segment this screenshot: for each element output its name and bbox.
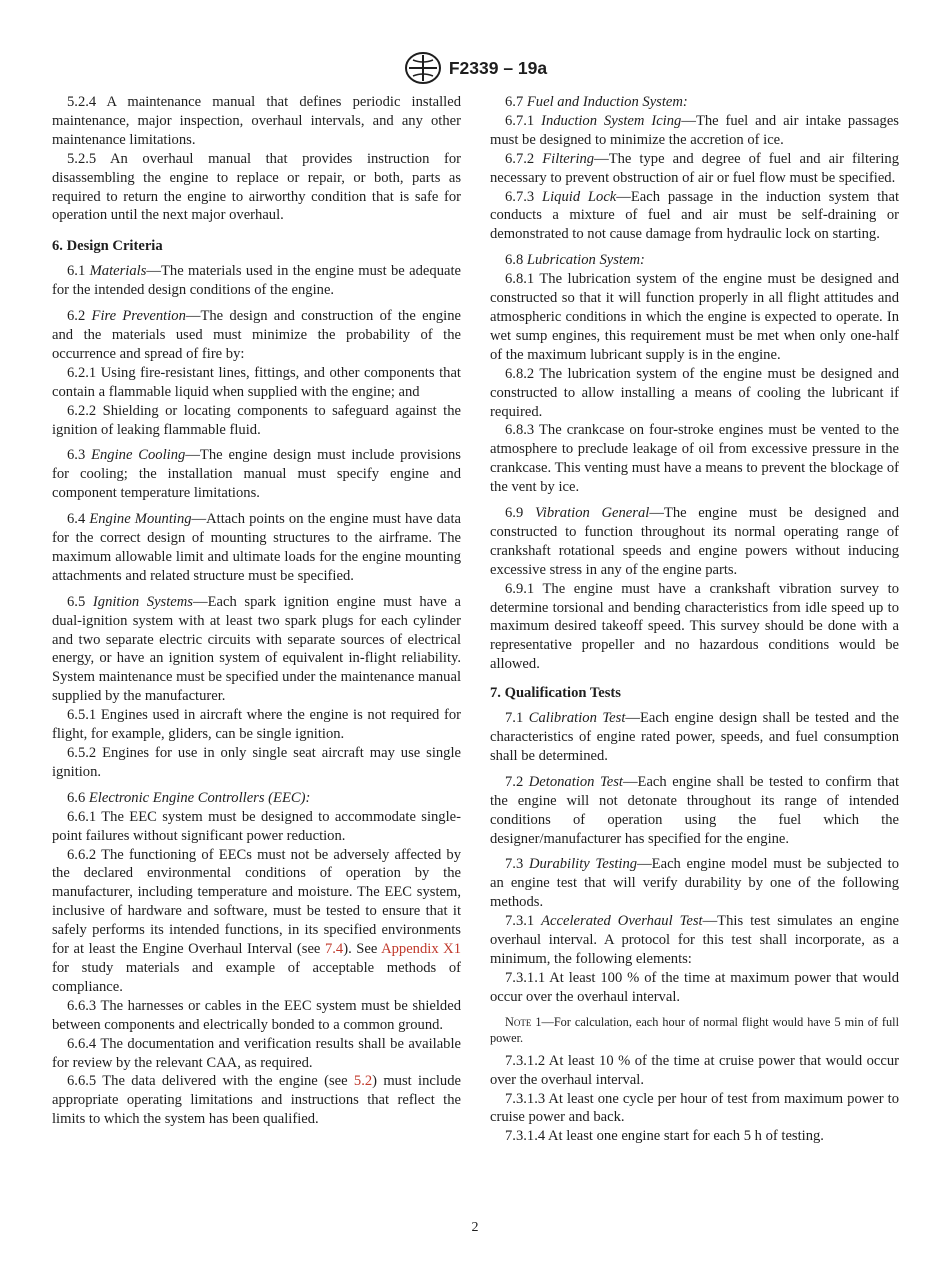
para-6-6-1: 6.6.1 The EEC system must be designed to accommodate single-point failures without significant power reduction.	[52, 808, 461, 844]
para-7-3-1-2: 7.3.1.2 At least 10 % of the time at cruise power that would occur over the overhaul interval.	[490, 1052, 899, 1088]
para-6-7: 6.7 Fuel and Induction System:	[505, 94, 688, 110]
left-column	[52, 93, 461, 1129]
para-6-8-2: 6.8.2 The lubrication system of the engine must be designed and constructed to allow installing a means of cooling the lubricant if required.	[490, 365, 899, 420]
para-6-4: 6.4 Engine Mounting—Attach points on the engine must have data for the correct design of mounting structures to the airframe. The maximum allowable limit and ultimate loads for the engine mounting attachments and related structure must be specified.	[52, 511, 461, 584]
page-number: 2	[471, 1220, 479, 1235]
link-appendix-x1[interactable]: Appendix X1	[381, 941, 461, 958]
para-5-2-5: 5.2.5 An overhaul manual that provides instruction for disassembling the engine to replace or repair, or both, parts as required to return the engine to airworthy condition that is safe for operation until the next major overhaul.	[52, 150, 461, 224]
para-6-7-1: 6.7.1 Induction System Icing—The fuel and air intake passages must be designed to minimize the accretion of ice.	[490, 112, 899, 148]
section-heading-6: 6. Design Criteria	[52, 238, 163, 255]
para-7-3-1: 7.3.1 Accelerated Overhaul Test—This test simulates an engine overhaul interval. A protocol for this test shall incorporate, as a minimum, the following elements:	[490, 913, 899, 967]
section-heading-7: 7. Qualification Tests	[490, 685, 621, 702]
para-6-2-2: 6.2.2 Shielding or locating components to safeguard against the ignition of leaking flammable fluid.	[52, 402, 461, 438]
page-header	[0, 50, 950, 86]
para-7-2: 7.2 Detonation Test—Each engine shall be tested to confirm that the engine will not detonate throughout its range of intended conditions of operation using the fuel which the designer/manufacturer has specified for the engine.	[490, 773, 899, 847]
para-6-1: 6.1 Materials—The materials used in the engine must be adequate for the intended design conditions of the engine.	[52, 263, 461, 299]
para-6-5-1: 6.5.1 Engines used in aircraft where the engine is not required for flight, for example, gliders, can be single ignition.	[52, 707, 461, 743]
para-6-5: 6.5 Ignition Systems—Each spark ignition engine must have a dual-ignition system with at least two spark plugs for each cylinder and two separate electric circuits with separate sources of electrical energy, or have an ignition system of equivalent in-flight reliability. System maintenance must be specified under the maintenance manual supplied by the manufacturer.	[52, 593, 461, 705]
para-5-2-4: 5.2.4 A maintenance manual that defines periodic installed maintenance, major inspection, overhaul intervals, and any other maintenance limitations.	[52, 94, 461, 148]
para-7-1: 7.1 Calibration Test—Each engine design shall be tested and the characteristics of engine rated power, speeds, and fuel consumption shall be determined.	[490, 710, 899, 764]
para-6-6-2: 6.6.2 The functioning of EECs must not be adversely affected by the declared environmental conditions of operation by the manufacturer, including temperature and moisture. The EEC system, inclusive of hardware and software, must be tested to ensure that it safely performs its intended functions, in its specified environments for at least the Engine Overhaul Interval (see 7.4). See Appendix X1 for study materials and example of acceptable methods of compliance.	[52, 846, 461, 995]
para-6-8: 6.8 Lubrication System:	[505, 252, 645, 269]
para-6-3: 6.3 Engine Cooling—The engine design must include provisions for cooling; the installation manual must specify engine and component temperature limitations.	[52, 447, 461, 502]
para-6-7-3: 6.7.3 Liquid Lock—Each passage in the induction system that conducts a mixture of fuel and air must be self-draining or demonstrated to not cause damage from hydraulic lock on starting.	[490, 188, 899, 243]
para-7-3-1-4: 7.3.1.4 At least one engine start for each 5 h of testing.	[505, 1128, 824, 1145]
astm-logo-icon	[403, 51, 443, 85]
link-7-4[interactable]: 7.4	[324, 941, 344, 958]
link-5-2[interactable]: 5.2	[353, 1073, 373, 1090]
para-7-3-1-1: 7.3.1.1 At least 100 % of the time at maximum power that would occur over the overhaul interval.	[490, 969, 899, 1005]
para-6-7-2: 6.7.2 Filtering—The type and degree of fuel and air filtering necessary to prevent obstruction of air or fuel flow must be specified.	[490, 150, 899, 186]
para-6-8-1: 6.8.1 The lubrication system of the engine must be designed and constructed so that it will function properly in all flight attitudes and atmospheric conditions in which the engine is expected to operate. In wet sump engines, this requirement must be met when only one-half of the maximum lubricant supply is in the engine.	[490, 271, 899, 363]
para-6-9: 6.9 Vibration General—The engine must be designed and constructed to function throughout its normal operating range of crankshaft rotational speeds and engine powers without inducing excessive stress in any of the engine parts.	[490, 505, 900, 578]
para-6-9-1: 6.9.1 The engine must have a crankshaft vibration survey to determine torsional and bending characteristics from idle speed up to maximum desired takeoff speed. This survey should be done with a representative propeller and no hazardous conditions would be allowed.	[490, 580, 899, 673]
para-6-6-5: 6.6.5 The data delivered with the engine (see 5.2) must include appropriate operating limitations and instructions that reflect the limits to which the system has been qualified.	[52, 1073, 461, 1128]
standard-designation: F2339 – 19a	[448, 57, 548, 78]
para-6-6-4: 6.6.4 The documentation and verification results shall be available for review by the relevant CAA, as required.	[52, 1035, 461, 1071]
para-6-6-3: 6.6.3 The harnesses or cables in the EEC system must be shielded between components and electrically bonded to a common ground.	[52, 997, 461, 1033]
para-6-2-1: 6.2.1 Using fire-resistant lines, fittings, and other components that contain a flammable liquid when supplied with the engine; and	[52, 364, 461, 400]
para-7-3-1-3: 7.3.1.3 At least one cycle per hour of test from maximum power to cruise power and back.	[490, 1090, 899, 1126]
para-6-2: 6.2 Fire Prevention—The design and construction of the engine and the materials used must minimize the probability of the occurrence and spread of fire by:	[52, 308, 462, 362]
right-column	[490, 93, 899, 1146]
para-6-5-2: 6.5.2 Engines for use in only single seat aircraft may use single ignition.	[52, 745, 461, 780]
para-7-3: 7.3 Durability Testing—Each engine model must be subjected to an engine test that will verify durability by one of the following methods.	[490, 856, 899, 911]
note-1: Note 1—For calculation, each hour of normal flight would have 5 min of full power.	[490, 1014, 899, 1045]
para-6-8-3: 6.8.3 The crankcase on four-stroke engines must be vented to the atmosphere to preclude leakage of oil from excessive pressure in the crankcase. This venting must have a means to prevent the blockage of the vent by ice.	[490, 422, 899, 496]
para-6-6: 6.6 Electronic Engine Controllers (EEC):	[67, 789, 311, 806]
